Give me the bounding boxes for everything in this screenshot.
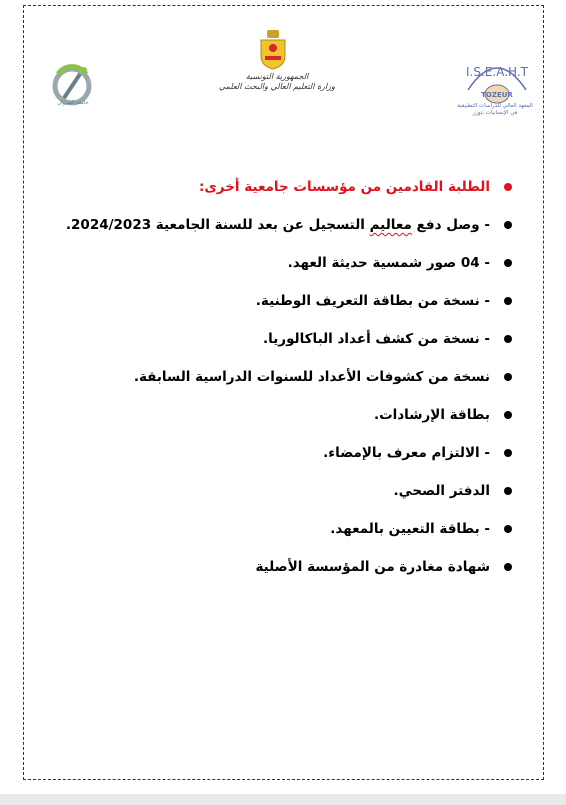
bullet-icon	[504, 259, 512, 267]
right-logo-caption: المعهد العالي للدراسات التطبيقية في الإنسانيات بتوزر	[457, 103, 533, 116]
bottom-gray-strip	[0, 794, 566, 805]
list-item-text: نسخة من كشوفات الأعداد للسنوات الدراسية السابقة.	[133, 369, 490, 385]
list-item	[60, 434, 516, 472]
bullet-icon	[504, 563, 512, 571]
list-item	[60, 244, 516, 282]
list-item-text: - 04 صور شمسية حديثة العهد.	[287, 255, 490, 271]
list-item-text: شهادة مغادرة من المؤسسة الأصلية	[255, 559, 490, 575]
list-item-text: بطاقة الإرشادات.	[373, 407, 490, 423]
list-item-text: التسجيل عن بعد للسنة الجامعية 2024/2023.	[65, 217, 370, 233]
spellcheck-marked-word: معاليم	[369, 217, 412, 233]
bullet-icon	[504, 221, 512, 229]
ministry-line: وزارة التعليم العالي والبحث العلمي	[219, 82, 335, 91]
bullet-icon	[504, 373, 512, 381]
right-logo-text: I.S.E.A.H.T	[466, 65, 528, 79]
bullet-icon	[504, 449, 512, 457]
list-item-text: - نسخة من كشف أعداد الباكالوريا.	[263, 331, 490, 347]
left-logo-caption: جامعة القيروان	[57, 100, 89, 106]
tunisia-emblem-icon	[258, 28, 288, 70]
list-item	[60, 472, 516, 510]
bullet-icon	[504, 487, 512, 495]
bullet-icon	[504, 411, 512, 419]
ministry-heading	[218, 72, 336, 92]
list-item-text: الدفتر الصحي.	[393, 483, 490, 499]
list-item	[60, 206, 516, 244]
requirements-list	[60, 168, 516, 586]
list-item	[60, 396, 516, 434]
bullet-icon	[504, 335, 512, 343]
bullet-icon	[504, 525, 512, 533]
list-item	[60, 548, 516, 586]
republic-line: الجمهورية التونسية	[245, 72, 309, 81]
list-item-text: - بطاقة التعيين بالمعهد.	[330, 521, 490, 537]
list-item	[60, 320, 516, 358]
list-item-text: - نسخة من بطاقة التعريف الوطنية.	[255, 293, 490, 309]
university-logo-icon	[44, 64, 100, 120]
list-item	[60, 358, 516, 396]
list-item	[60, 510, 516, 548]
list-item-text: - وصل دفع	[411, 217, 490, 233]
right-logo-city: TOZEUR	[481, 91, 513, 99]
list-item	[60, 282, 516, 320]
bullet-icon	[504, 183, 512, 191]
list-item-text: - الالتزام معرف بالإمضاء.	[323, 445, 490, 461]
list-item-text: الطلبة القادمين من مؤسسات جامعية أخرى:	[199, 179, 490, 195]
list-heading	[60, 168, 516, 206]
bullet-icon	[504, 297, 512, 305]
institute-logo-icon	[460, 52, 534, 110]
